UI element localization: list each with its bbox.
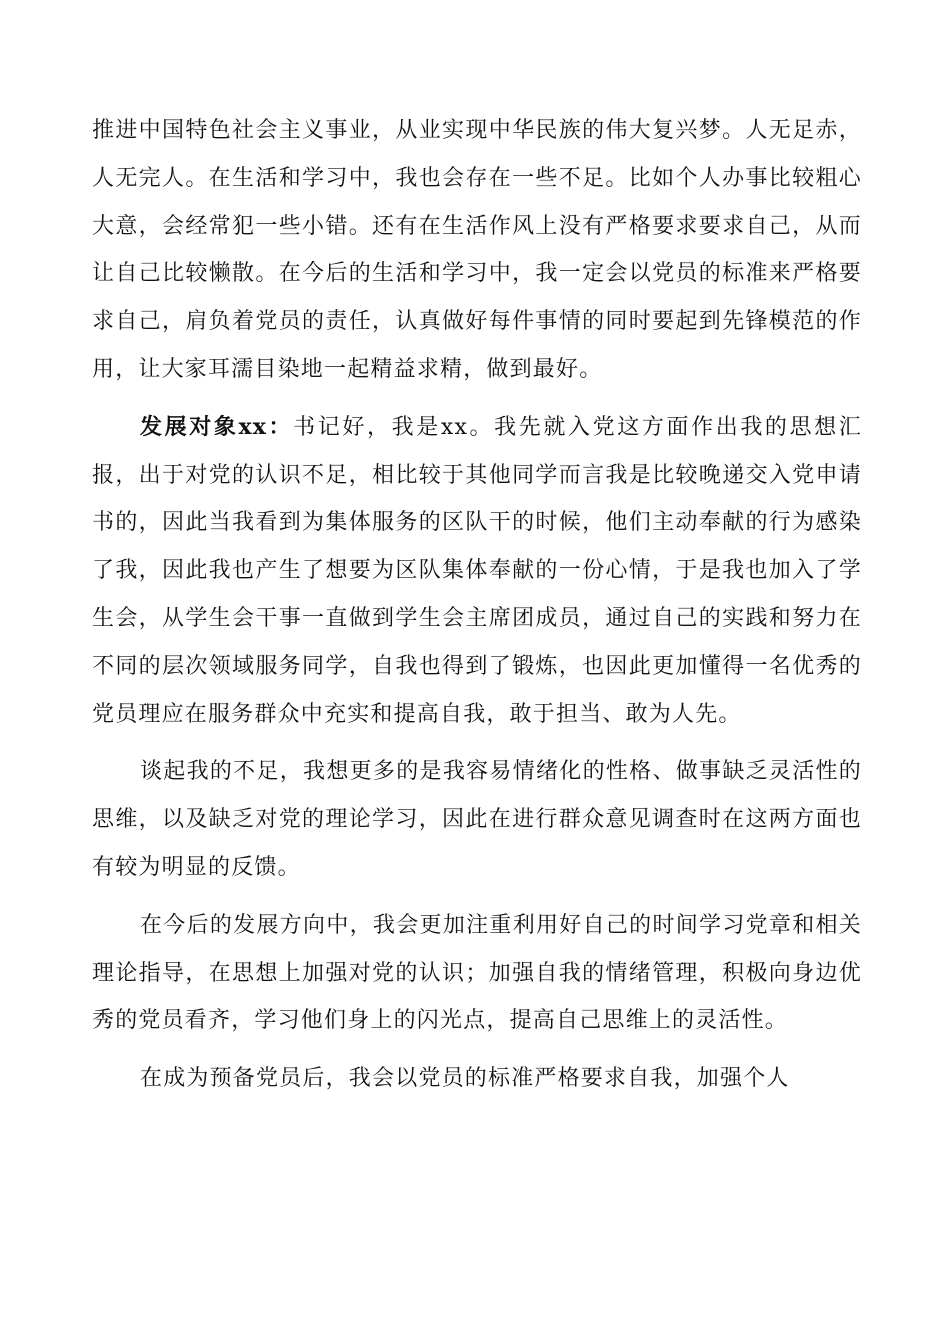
paragraph-text: 谈起我的不足，我想更多的是我容易情绪化的性格、做事缺乏灵活性的思维，以及缺乏对党的理论学习，因此在进行群众意见调查时在这两方面也有较为明显的反馈。	[92, 759, 862, 880]
paragraph-text: 书记好，我是xx。我先就入党这方面作出我的思想汇报，出于对党的认识不足，相比较于其他同学而言我是比较晚递交入党申请书的，因此当我看到为集体服务的区队干的时候，他们主动奉献的行为感染了我，因此我也产生了想要为区队集体奉献的一份心情，于是我也加入了学生会，从学生会干事一直做到学生会主席团成员，通过自己的实践和努力在不同的层次领域服务同学，自我也得到了锻炼，也因此更加懂得一名优秀的党员理应在服务群众中充实和提高自我，敢于担当、敢为人先。	[92, 414, 862, 727]
paragraph-probationary-member	[92, 1055, 862, 1103]
paragraph-speaker-statement	[92, 404, 862, 739]
paragraph-continuation	[92, 107, 862, 394]
document-body	[92, 107, 862, 1103]
paragraph-future-direction	[92, 902, 862, 1045]
paragraph-text: 在成为预备党员后，我会以党员的标准严格要求自我，加强个人	[140, 1066, 790, 1092]
paragraph-shortcomings	[92, 748, 862, 891]
paragraph-text: 在今后的发展方向中，我会更加注重利用好自己的时间学习党章和相关理论指导，在思想上加强对党的认识；加强自我的情绪管理，积极向身边优秀的党员看齐，学习他们身上的闪光点，提高自己思维上的灵活性。	[92, 912, 862, 1034]
paragraph-text: 推进中国特色社会主义事业，从业实现中华民族的伟大复兴梦。人无足赤，人无完人。在生活和学习中，我也会存在一些不足。比如个人办事比较粗心大意，会经常犯一些小错。还有在生活作风上没有严格要求要求自己，从而让自己比较懒散。在今后的生活和学习中，我一定会以党员的标准来严格要求自己，肩负着党员的责任，认真做好每件事情的同时要起到先锋模范的作用，让大家耳濡目染地一起精益求精，做到最好。	[92, 118, 862, 382]
speaker-label: 发展对象xx：	[140, 413, 294, 440]
